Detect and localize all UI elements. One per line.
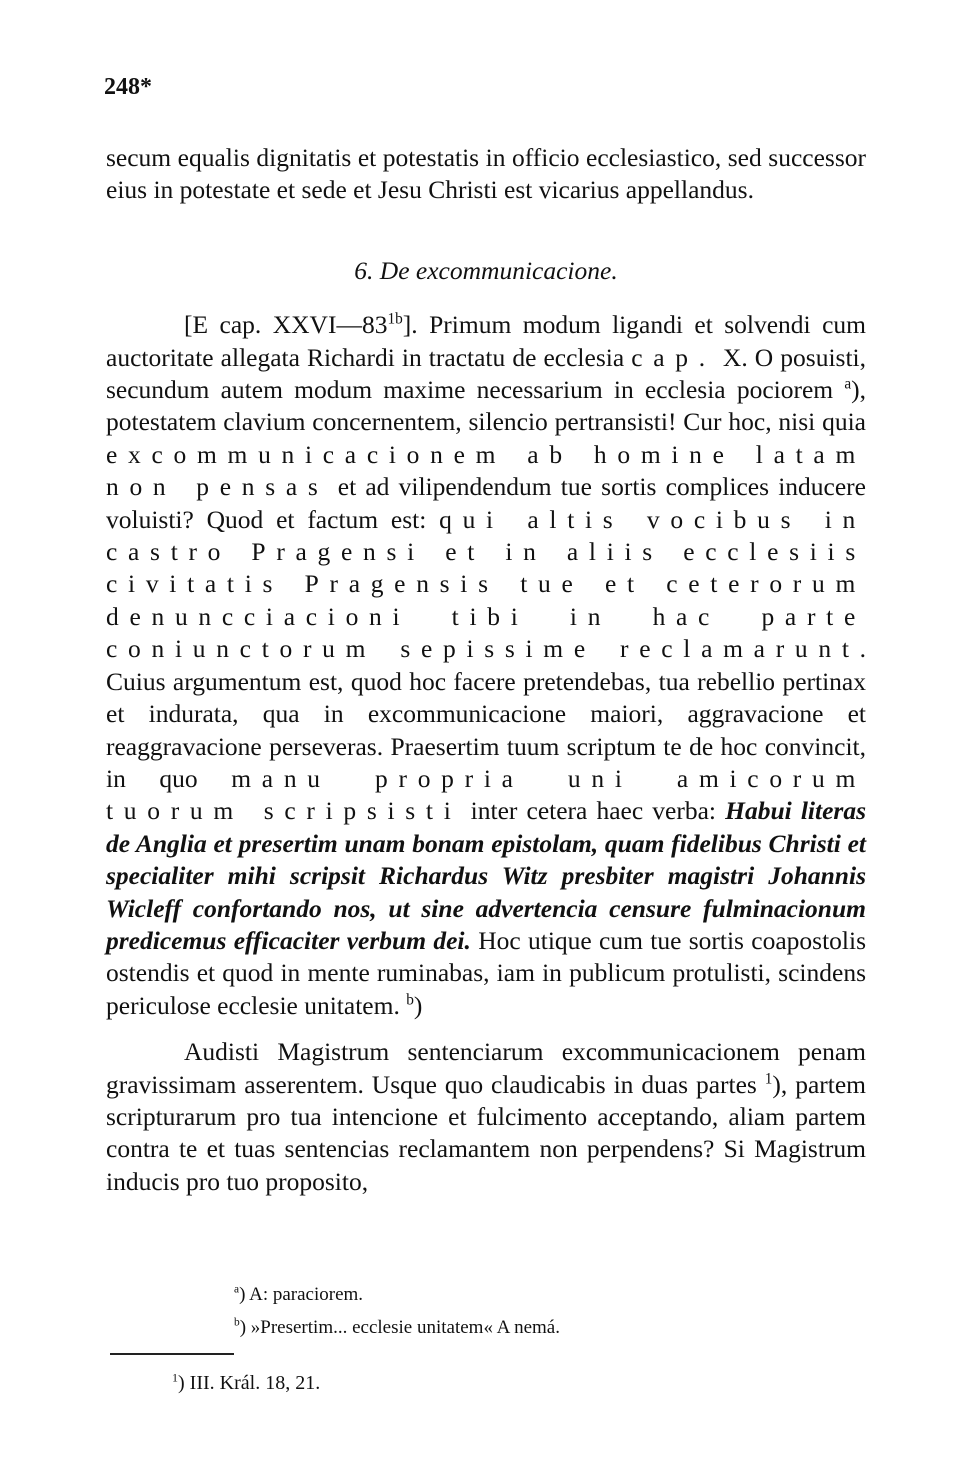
note-marker-b: b [406,991,414,1009]
opening-paragraph: secum equalis dignitatis et potestatis in officio ecclesiastico, sed successor eius in potestate et sede et Jesu Christi est vicarius appellandus. [106,143,866,205]
footnote-mark: 1 [172,1370,178,1385]
spaced-text: qui altis vocibus in castro Pragensi et in aliis ecclesiis civitatis Pragensis tue et ceterorum denuncciacioni tibi in hac parte coniunctorum sepissime reclamarunt [106,504,866,664]
text-span: X. O posuisti, secundum autem modum maxime necessarium in ecclesia pociorem [106,342,866,405]
note-mark: b [234,1316,240,1329]
italic-quotation: Habui literas de Anglia et presertim unam bonam epistolam, quam fidelibus Christi et specialiter mihi scripsit Richardus Witz presbiter magistri Johannis Wicleff confortando nos, ut sine advertencia censure fulminacionum predicemus efficaciter verbum dei. [106,796,867,955]
note-marker-a: a [844,375,852,393]
paragraph-excommunication: [E cap. $XXVI—83^{1b}$]. Primum modum ligandi et solvendi cum auctoritate allegata Richardi in tractatu de ecclesia cap. X. O posuisti, secundum autem modum maxime necessarium in ecclesia pociorem $^a$), potestatem clavium concernentem, silencio pertransisti! Cur hoc, nisi quia excommunicacionem ab homine latam non pensas et ad vilipendendum tue sortis complices inducere voluisti? Quod et factum est: qui altis vocibus in castro Pragensi et in aliis ecclesiis civitatis Pragensis tue et ceterorum denuncciacioni tibi in hac parte coniunctorum sepissime reclamarunt. Cuius argumentum est, quod hoc facere pretendebas, tua rebellio pertinax et indurata, qua in excommunicacione maiori, aggravacione et reaggravacione perseveras. Praesertim tuum scriptum te de hoc convincit, in quo manu propria uni amicorum tuorum scripsisti inter cetera haec verba: Habui literas de Anglia et presertim unam bonam epistolam, quam fidelibus Christi et specialiter mihi scripsit Richardus Witz presbiter magistri Johannis Wicleff confortando nos, ut sine advertencia censure fulminacionum predicemus efficaciter verbum dei. Hoc utique cum tue sortis coapostolis ostendis et quod in mente ruminabas, iam in publicum protulisti, scindens periculose ecclesie unitatem. $^b$) [106,310,867,1020]
footnote-text: III. Král. 18, 21. [189,1372,321,1394]
footnote: $^1$) III. Král. 18, 21. [172,1370,321,1394]
spaced-cap: cap. [631,342,716,372]
textual-note: $^b$) »Presertim... ecclesie unitatem« A nemá. [234,1316,560,1338]
text-span: . Cuius argumentum est, quod hoc facere pretendebas, tua rebellio pertinax et indurata, qua in excommunicacione maiori, aggravacione et reaggravacione perseveras. Praesertim tuum scriptum te de hoc convincit, in quo [106,634,866,793]
text-span: ), potestatem clavium concernentem, silencio pertransisti! Cur hoc, nisi quia [106,375,867,437]
textual-notes [234,1278,560,1344]
reference-superscript: 1b [387,310,403,328]
paragraph-magister [106,1036,866,1198]
text-span: Audisti Magistrum sentenciarum excommunicacionem penam gravissimam asserentem. Usque quo claudicabis in duas partes [106,1037,866,1099]
text-span: ), partem scripturarum pro tua intencione et fulcimento acceptando, aliam partem contra te et tuas sentencias reclamantem non perpendens? Si Magistrum inducis pro tuo proposito, [106,1069,866,1196]
spaced-text: manu propria uni amicorum tuorum scripsisti [106,763,866,826]
text-span: et ad vilipendendum tue sortis complices inducere voluisti? Quod et factum est: [106,472,866,534]
page-number: 248* [104,74,152,100]
spaced-text: excommunicacionem ab homine latam non pensas [106,439,866,502]
text-span: inter cetera haec verba: [470,796,716,826]
footnote-divider [110,1353,234,1355]
section-heading: 6. De excommunicacione. [354,255,618,285]
footnote-marker: 1 [764,1070,773,1088]
text-span: ]. Primum modum ligandi et solvendi cum auctoritate allegata Richardi in tractatu de ecclesia [106,310,866,372]
text-span: Hoc utique cum tue sortis coapostolis ostendis et quod in mente ruminabas, iam in publicum protulisti, scindens periculose ecclesie unitatem. [106,925,867,1020]
main-text [106,142,866,1198]
note-mark: a [234,1283,240,1296]
note-text: »Presertim... ecclesie unitatem« A nemá. [250,1317,560,1338]
textual-note: $^a$) A: paraciorem. [234,1283,364,1305]
reference-text: [E cap. XXVI—83 [184,310,388,340]
note-text: A: paraciorem. [249,1284,364,1305]
